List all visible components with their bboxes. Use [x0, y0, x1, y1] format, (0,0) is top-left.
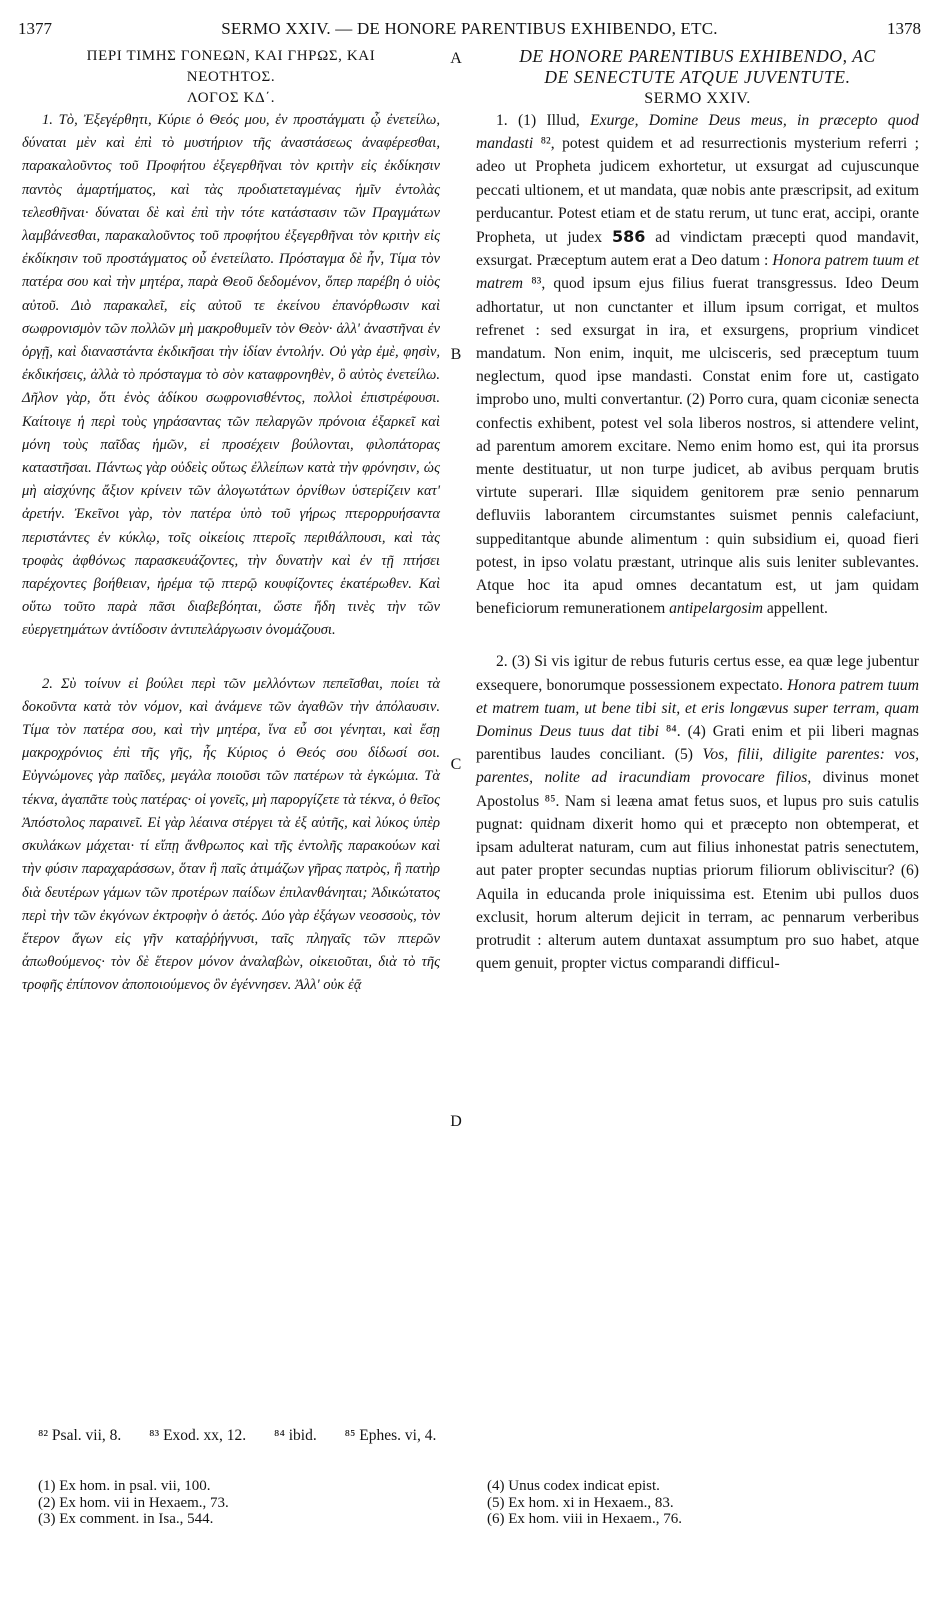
latin-title-block: [476, 46, 919, 109]
latin-column: [476, 46, 919, 975]
footnote-6: (6) Ex hom. viii in Hexaem., 76.: [487, 1511, 682, 1527]
section-marker-a: A: [450, 50, 462, 67]
latin-paragraph-2: [476, 650, 919, 975]
latin-p1-text: appellent.: [762, 600, 828, 618]
latin-p2-text: 2. (3) Si vis igitur de rebus futuris certus esse, ea quæ lege jubentur exsequere, bonorumque possessionem expectato.: [476, 653, 919, 694]
greek-sermon-heading: ΛΟΓΟΣ ΚΔ΄.: [186, 90, 276, 106]
latin-title-line1: DE HONORE PARENTIBUS EXHIBENDO, AC: [519, 46, 876, 66]
footnote-5: (5) Ex hom. xi in Hexaem., 83.: [487, 1494, 674, 1511]
footnote-3: (3) Ex comment. in Isa., 544.: [38, 1511, 214, 1527]
footnotes-left: [38, 1478, 229, 1528]
section-marker-b: B: [450, 346, 462, 363]
section-marker-d: D: [450, 1113, 462, 1130]
greek-paragraph-1: 1. Τὸ, Ἐξεγέρθητι, Κύριε ὁ Θεός μου, ἐν προστάγματι ᾧ ἐνετείλω, δύναται μὲν καὶ ἐπὶ τὸ μυστήριον τῆς ἀναστάσεως ἀναφέρεσθαι, παρακαλοῦντος τοῦ Προφήτου ἐξεγερθῆναι τὸν κριτὴν εἰς ἐκδίκησιν παντὸς ἁμαρτήματος, καὶ τὰς προδιατεταγμένας ἡμῖν ἐντολὰς τελεσθῆναι· δύναται δὲ καὶ ἐπὶ τὴν τότε κατάστασιν τῶν Πραγμάτων λαμβάνεσθαι, παρακαλοῦντος τοῦ προφήτου ἐξεγερθῆναι τὸν κριτὴν εἰς ἐκδίκησιν τοῦ προστάγματος οὗ ἐνετείλατο. Πρόσταγμα δὲ ἦν, Τίμα τὸν πατέρα σου καὶ τὴν μητέρα, παρὰ Θεοῦ δεδομένον, ὅπερ παρέβη ὁ υἱὸς αὐτοῦ. Διὸ παρακαλεῖ, εἰς αὐτοῦ τε ἐκείνου ἐπανόρθωσιν καὶ σωφρονισμὸν τῶν πολλῶν μὴ μακροθυμεῖν τὸν Θεὸν· ἀλλ' ἀναστῆναι ἐν ὀργῇ, καὶ διαναστάντα ἐκδικῆσαι τὴν ἰδίαν ἐντολήν. Οὐ γὰρ ἐμὲ, φησὶν, ἐκδικήσεις, ἀλλὰ τὸ πρόσταγμα τὸ σὸν καταφρονηθὲν, ὃ αὐτὸς ἐνετείλω. Δῆλον γὰρ, ὅτι ἑνὸς ἀδίκου σωφρονισθέντος, πολλοὶ ἐπιστρέφουσι. Καίτοιγε ἡ περὶ τοὺς γηράσαντας τῶν πελαργῶν πρόνοια ἐξαρκεῖ καὶ μόνη τοὺς παῖδας ἡμῶν, εἰ προσέχειν βούλονται, φιλοπάτορας καταστῆσαι. Πάντως γὰρ οὐδεὶς οὕτως ἐλλείπων κατὰ τὴν φρόνησιν, ὡς μὴ αἰσχύνης ἄξιον κρίνειν τῶν ἀλογωτάτων ὀρνίθων ὑστερίζειν κατ' ἀρετήν. Ἐκεῖνοι γὰρ, τὸν πατέρα ὑπὸ τοῦ γήρως πτερορρυήσαντα περιστάντες ἐν κύκλῳ, τοῖς οἰκείοις πτεροῖς περιθάλπουσι, καὶ τὰς τροφὰς ἀφθόνως παρασκευάζοντες, τὴν δυνατὴν καὶ ἐν τῇ πτήσει παρέχοντες βοήθειαν, ἠρέμα τῷ πτερῷ κουφίζοντες ἑκατέρωθεν. Καὶ οὕτω τοῦτο παρὰ πᾶσι διαβεβόηται, ὥστε ἤδη τινὲς τὴν τῶν εὐεργετημάτων ἀντίδοσιν ἀντιπελάργωσιν ὀνομάζουσι.: [22, 112, 440, 639]
footnote-4: (4) Unus codex indicat epist.: [487, 1478, 660, 1494]
latin-p2-quote: Honora patrem tuum et matrem tuam, ut bene tibi sit, et eris longævus super terram, quam Dominus Deus tuus dat tibi: [476, 676, 919, 741]
footnote-1: (1) Ex hom. in psal. vii, 100.: [38, 1478, 211, 1494]
latin-paragraph-1: [476, 109, 919, 620]
latin-p1-text: , potest quidem et ad resurrectionis mysterium referri ; adeo ut Propheta judicem exhortetur, ut exsurgat ad cujuscunque peccati ultionem, et ut mandata, quæ nobis ante præscripsit, ad exitum perducantur. Potest etiam et de statu rerum, ut tunc erat, accipi, orante Propheta, ut judex: [476, 135, 919, 247]
latin-p1-text: ad vindictam præcepti quod mandavit, exsurgat. Præceptum autem erat a Deo datum :: [476, 229, 919, 270]
running-title: SERMO XXIV. — DE HONORE PARENTIBUS EXHIBENDO, ETC.: [221, 19, 718, 38]
latin-p1-quote: Honora patrem tuum et matrem: [476, 252, 919, 293]
latin-p1-quote: Exurge, Domine Deus meus, in præcepto quod mandasti: [476, 112, 919, 153]
greek-body: [22, 109, 440, 998]
latin-p1-term: antipelargosim: [669, 600, 763, 618]
latin-p2-text: , divinus monet Apostolus: [476, 769, 919, 810]
latin-p2-quote: Vos, filii, diligite parentes: vos, parentes, nolite ad iracundiam provocare filios: [476, 746, 919, 787]
footnote-ref-83[interactable]: ⁸³: [523, 275, 542, 293]
greek-paragraph-2: 2. Σὺ τοίνυν εἰ βούλει περὶ τῶν μελλόντων πεπεῖσθαι, ποίει τὰ δοκοῦντα κατὰ τὸν νόμον, καὶ ἀνάμενε τῶν ἀγαθῶν τὴν ἀπόλαυσιν. Τίμα τὸν πατέρα σου, καὶ τὴν μητέρα, ἵνα εὖ σοι γένηται, καὶ ἔσῃ μακροχρόνιος ἐπὶ τῆς γῆς, ἧς Κύριος ὁ Θεός σου δίδωσί σοι. Εὐγνώμονες γὰρ παῖδες, μεγάλα ποιοῦσι τῶν πατέρων τὰ ἐγκώμια. Τὰ τέκνα, ἀγαπᾶτε τοὺς πατέρας· οἱ γονεῖς, μὴ παροργίζετε τὰ τέκνα, ὁ θεῖος Ἀπόστολος παραινεῖ. Εἰ γὰρ λέαινα στέργει τὰ ἐξ αὐτῆς, καὶ λύκος ὑπὲρ σκυλάκων μάχεται· τί εἴπῃ ἄνθρωπος καὶ τῆς ἐντολῆς παρακούων καὶ τὴν φύσιν παραχαράσσων, ὅταν ἢ παῖς ἀτιμάζων γῆρας πατρὸς, ἢ πατὴρ διὰ δευτέρων γάμων τῶν προτέρων παίδων ἐπιλανθάνηται; Ἀδικώτατος περὶ τὴν τῶν ἐκγόνων ἐκτροφὴν ὁ ἀετός. Δύο γὰρ ἐξάγων νεοσσοὺς, τὸν ἕτερον ἄγων εἰς γῆν καταῤῥήγνυσι, ταῖς πληγαῖς τῶν πτερῶν ἀπωθούμενος· τὸν δὲ ἕτερον μόνον ἀναλαβὼν, οἰκειοῦται, διὰ τὸ τῆς τροφῆς ἐπίπονον ἀποποιούμενος ὃν ἐγέννησεν. Ἀλλ' οὐκ ἐᾷ: [22, 675, 440, 994]
latin-title-line2: DE SENECTUTE ATQUE JUVENTUTE.: [544, 67, 851, 87]
reference-85: ⁸⁵ Ephes. vi, 4.: [344, 1427, 437, 1444]
latin-p1-text: 1. (1) Illud,: [496, 112, 591, 129]
page-number-left: 1377: [18, 19, 52, 38]
page-number-right: 1378: [887, 19, 921, 38]
greek-title-line1: ΠΕΡΙ ΤΙΜΗΣ ΓΟΝΕΩΝ, ΚΑΙ ΓΗΡΩΣ, ΚΑΙ: [86, 48, 376, 64]
footnotes-right: [487, 1478, 682, 1528]
latin-p1-text: , quod ipsum ejus filius fuerat transgressus. Ideo Deum adhortatur, ut non cunctanter et illum ipsum corrigat, et multos refrenet : sed exsurgat in ira, et exsurgens, proprium vindicet mandatum. Non enim, inquit, me ulcisceris, sed præceptum tuum neglectum, quod ipse mandasti. Constat enim fore ut, castigato improbo uno, multi convertantur. (2) Porro cura, quam ciconiæ senecta confectis exhibent, potest vel sola liberos nostros, si attendere velint, ad parentum amorem excitare. Nemo enim homo est, qui ita prorsus mente destituatur, ut non turpe judicet, ab avibus perquam brutis virtute superari. Illæ siquidem genitorem præ senio pennarum defluviis laborantem circumstantes suismet pennis calefaciunt, suppeditantque abunde alimentum : quin subsidium ei, quoad fieri potest, in ipso volatu præstant, utrinque alis suis leniter sublevantes. Atque hoc ita apud omnes decantatum est, ut jam quidam beneficiorum remunerationem: [476, 275, 920, 618]
footnote-ref-82[interactable]: ⁸²: [533, 135, 551, 153]
reference-83: ⁸³ Exod. xx, 12.: [149, 1427, 247, 1444]
greek-column: [22, 46, 440, 998]
reference-82: ⁸² Psal. vii, 8.: [38, 1427, 122, 1444]
scripture-references: [38, 1427, 460, 1445]
latin-p2-text: . Nam si leæna amat fetus suos, et lupus pro suis catulis pugnat: quidnam dixerit homo qui et præcepto non obtemperat, et ipsam adulterat naturam, cum aut filius inhonestat patris senectutem, aut pater propter secundas nuptias priorum filiorum obliviscitur? (6) Aquila in educanda prole iniquissima est. Etenim ubi pullos duos exclusit, horum alterum dejicit in terram, ac pennarum verberibus protrudit : alterum autem duntaxat assumptum pro suo habet, atque quem genuit, propter victus comparandi difficul-: [476, 792, 919, 973]
footnote-ref-85[interactable]: ⁸⁵: [539, 792, 556, 810]
page-header: [18, 18, 921, 42]
reference-84: ⁸⁴ ibid.: [274, 1427, 317, 1444]
latin-p2-text: . (4) Grati enim et pii liberi magnas parentibus laudes conciliant. (5): [476, 723, 919, 764]
latin-sermon-heading: SERMO XXIV.: [644, 90, 751, 107]
greek-title-block: [22, 46, 440, 109]
footnote-2: (2) Ex hom. vii in Hexaem., 73.: [38, 1494, 229, 1511]
section-marker-c: C: [450, 756, 462, 773]
footnote-ref-84[interactable]: ⁸⁴: [658, 723, 677, 741]
column-number: 586: [611, 227, 646, 247]
greek-title-line2: ΝΕΟΤΗΤΟΣ.: [186, 69, 276, 85]
latin-body: [476, 109, 919, 975]
